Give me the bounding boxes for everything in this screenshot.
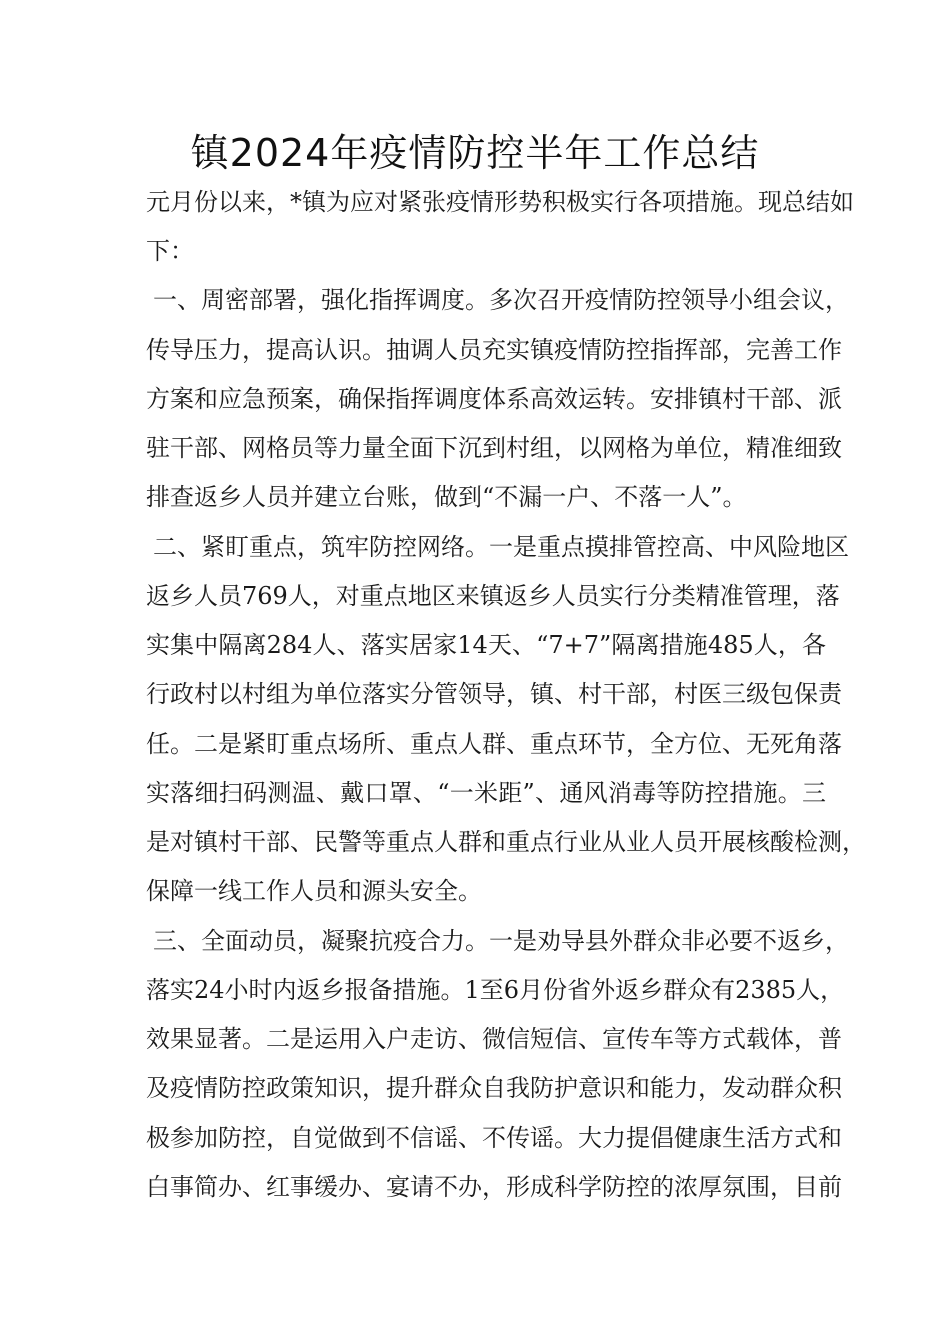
body-line: 驻干部、网格员等力量全面下沉到村组，以网格为单位，精准细致 [146, 434, 842, 462]
body-line: 白事简办、红事缓办、宴请不办，形成科学防控的浓厚氛围，目前 [146, 1173, 842, 1201]
body-line: 元月份以来，*镇为应对紧张疫情形势积极实行各项措施。现总结如 [146, 188, 854, 216]
body-line: 保障一线工作人员和源头安全。 [146, 877, 482, 905]
body-line: 实落细扫码测温、戴口罩、“一米距”、通风消毒等防控措施。三 [146, 779, 826, 807]
document-title: 镇2024年疫情防控半年工作总结 [190, 131, 760, 175]
body-line: 落实24小时内返乡报备措施。1至6月份省外返乡群众有2385人， [146, 976, 845, 1004]
section-1-heading-line: 一、周密部署，强化指挥调度。多次召开疫情防控领导小组会议， [153, 286, 849, 314]
section-2-heading-line: 二、紧盯重点，筑牢防控网络。一是重点摸排管控高、中风险地区 [153, 533, 849, 561]
body-line: 传导压力，提高认识。抽调人员充实镇疫情防控指挥部，完善工作 [146, 336, 842, 364]
body-line: 排查返乡人员并建立台账，做到“不漏一户、不落一人”。 [146, 483, 747, 511]
body-line: 实集中隔离284人、落实居家14天、“7+7”隔离措施485人，各 [146, 631, 826, 659]
body-line: 返乡人员769人，对重点地区来镇返乡人员实行分类精准管理，落 [146, 582, 840, 610]
body-line: 方案和应急预案，确保指挥调度体系高效运转。安排镇村干部、派 [146, 385, 842, 413]
body-line: 是对镇村干部、民警等重点人群和重点行业从业人员开展核酸检测， [146, 828, 866, 856]
body-line: 极参加防控，自觉做到不信谣、不传谣。大力提倡健康生活方式和 [146, 1124, 842, 1152]
body-line: 下： [146, 237, 194, 265]
body-line: 任。二是紧盯重点场所、重点人群、重点环节，全方位、无死角落 [146, 730, 842, 758]
body-line: 及疫情防控政策知识，提升群众自我防护意识和能力，发动群众积 [146, 1074, 842, 1102]
body-line: 行政村以村组为单位落实分管领导，镇、村干部，村医三级包保责 [146, 680, 842, 708]
section-3-heading-line: 三、全面动员，凝聚抗疫合力。一是劝导县外群众非必要不返乡， [153, 927, 849, 955]
body-line: 效果显著。二是运用入户走访、微信短信、宣传车等方式载体，普 [146, 1025, 842, 1053]
